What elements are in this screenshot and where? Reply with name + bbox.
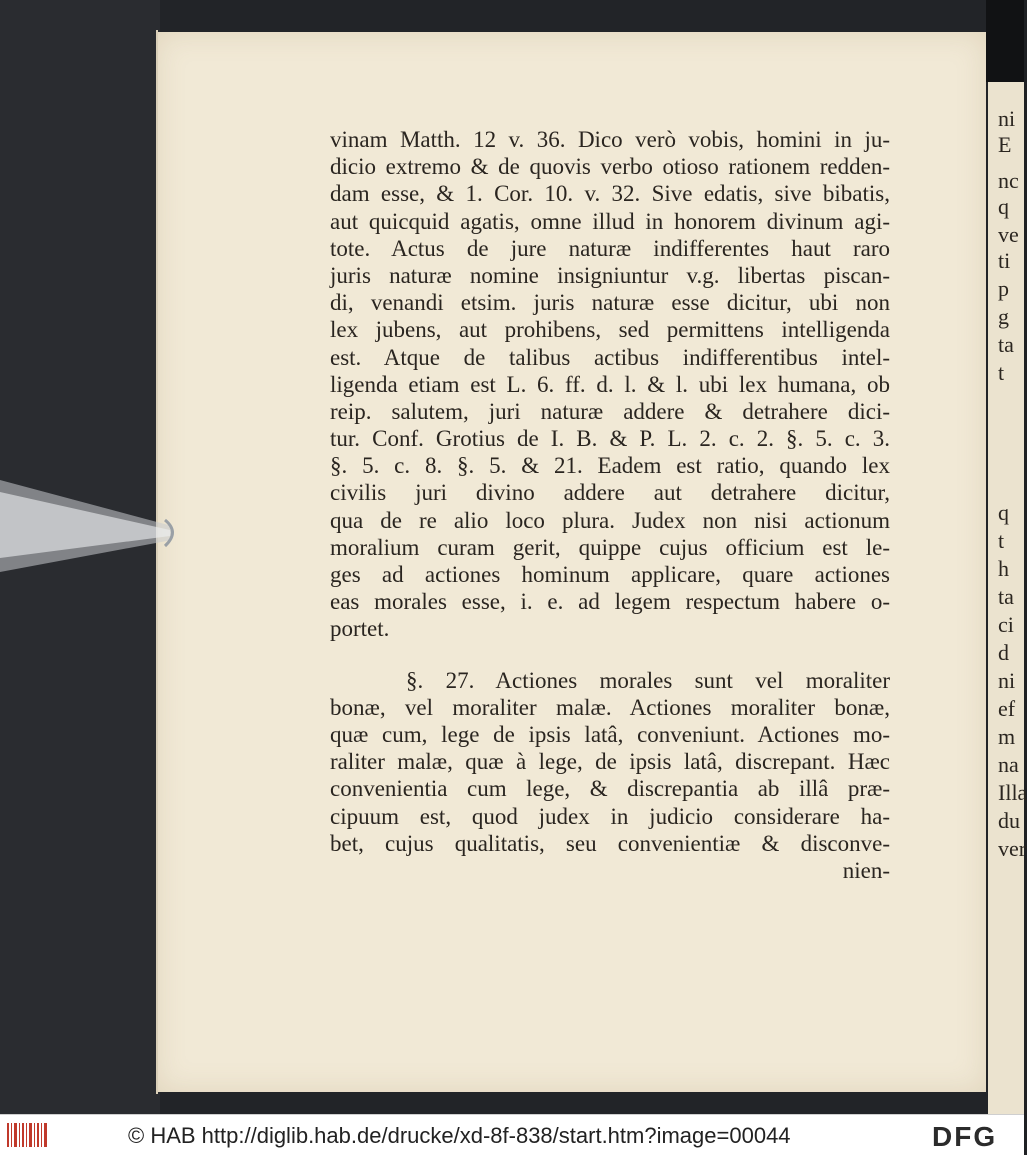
next-page-fragment: ver bbox=[998, 836, 1027, 861]
next-page-fragment: h bbox=[998, 556, 1009, 581]
text-line: cipuum est, quod judex in judicio considerare ha- bbox=[330, 803, 890, 829]
text-line: eas morales esse, i. e. ad legem respectum habere o- bbox=[330, 589, 890, 615]
next-page-fragment: nc bbox=[998, 168, 1019, 193]
next-page-fragment: ci bbox=[998, 612, 1014, 637]
text-line: quæ cum, lege de ipsis latâ, conveniunt. Actiones mo- bbox=[330, 721, 890, 747]
copyright-url[interactable]: © HAB http://diglib.hab.de/drucke/xd-8f-838/start.htm?image=00044 bbox=[128, 1123, 791, 1148]
text-line: di, venandi etsim. juris naturæ esse dicitur, ubi non bbox=[330, 290, 890, 316]
text-line: lex jubens, aut prohibens, sed permittens intelligenda bbox=[330, 317, 890, 343]
next-page-fragment: ti bbox=[998, 248, 1011, 273]
next-page-fragment: ef bbox=[998, 696, 1016, 721]
catchword: nien- bbox=[842, 857, 890, 883]
next-page-fragment: p bbox=[998, 276, 1009, 301]
next-page-fragment: na bbox=[998, 752, 1019, 777]
page-clip bbox=[0, 468, 178, 578]
next-page-fragment: m bbox=[998, 724, 1016, 749]
next-page-fragment: ni bbox=[998, 106, 1016, 131]
text-line: reip. salutem, juri naturæ addere & detrahere dici- bbox=[330, 398, 890, 424]
text-line: vinam Matth. 12 v. 36. Dico verò vobis, homini in ju- bbox=[330, 127, 890, 152]
text-line: convenientia cum lege, & discrepantia ab illâ præ- bbox=[330, 776, 890, 802]
next-page-fragment: ve bbox=[998, 222, 1019, 247]
text-line: moralium curam gerit, quippe cujus officium est le- bbox=[330, 534, 890, 560]
next-page-fragment: t bbox=[998, 528, 1005, 553]
next-page-fragment: ni bbox=[998, 668, 1016, 693]
text-line: §. 5. c. 8. §. 5. & 21. Eadem est ratio, quando lex bbox=[330, 453, 890, 479]
text-line: aut quicquid agatis, omne illud in honorem divinum agi- bbox=[330, 208, 890, 234]
text-line: ligenda etiam est L. 6. ff. d. l. & l. ubi lex humana, ob bbox=[330, 371, 890, 397]
text-line: ges ad actiones hominum applicare, quare actiones bbox=[330, 562, 890, 587]
text-line: civilis juri divino addere aut detrahere dicitur, bbox=[330, 480, 890, 506]
dfg-logo-text: DFG bbox=[932, 1121, 998, 1152]
text-line: bonæ, vel moraliter malæ. Actiones moraliter bonæ, bbox=[330, 694, 890, 720]
text-line: juris naturæ nomine insigniuntur v.g. libertas piscan- bbox=[330, 262, 890, 288]
footer-bar bbox=[0, 1114, 1024, 1155]
text-line: qua de re alio loco plura. Judex non nisi actionum bbox=[330, 507, 890, 533]
next-page-edge bbox=[988, 82, 1027, 1114]
next-page-fragment: q bbox=[998, 500, 1009, 525]
dfg-logo bbox=[932, 1121, 1018, 1152]
paragraph-start: §. 27. Actiones morales sunt vel moraliter bbox=[406, 667, 890, 693]
next-page-fragment: t bbox=[998, 360, 1005, 385]
next-page-fragment: d bbox=[998, 640, 1009, 665]
text-line: portet. bbox=[330, 616, 390, 642]
page-text bbox=[330, 126, 890, 884]
text-line: dicio extremo & de quovis verbo otioso rationem redden- bbox=[330, 154, 890, 180]
next-page-fragment: q bbox=[998, 194, 1009, 219]
text-line: est. Atque de talibus actibus indifferentibus intel- bbox=[330, 344, 890, 370]
next-page-fragment: Illa bbox=[998, 780, 1027, 805]
next-page-fragment: g bbox=[998, 304, 1009, 329]
next-page-fragment: E bbox=[998, 132, 1012, 157]
background-corner bbox=[986, 0, 1024, 82]
hab-logo-icon bbox=[6, 1121, 48, 1149]
text-line: dam esse, & 1. Cor. 10. v. 32. Sive edatis, sive bibatis, bbox=[330, 181, 890, 207]
text-line: raliter malæ, quæ à lege, de ipsis latâ, discrepant. Hæc bbox=[330, 749, 890, 775]
text-line: bet, cujus qualitatis, seu convenientiæ & disconve- bbox=[330, 830, 890, 856]
next-page-fragment: ta bbox=[998, 584, 1014, 609]
next-page-fragment: ta bbox=[998, 332, 1014, 357]
text-line: tote. Actus de jure naturæ indifferentes haut raro bbox=[330, 235, 890, 261]
text-line: tur. Conf. Grotius de I. B. & P. L. 2. c. 2. §. 5. c. 3. bbox=[330, 426, 890, 452]
next-page-fragment: du bbox=[998, 808, 1020, 833]
